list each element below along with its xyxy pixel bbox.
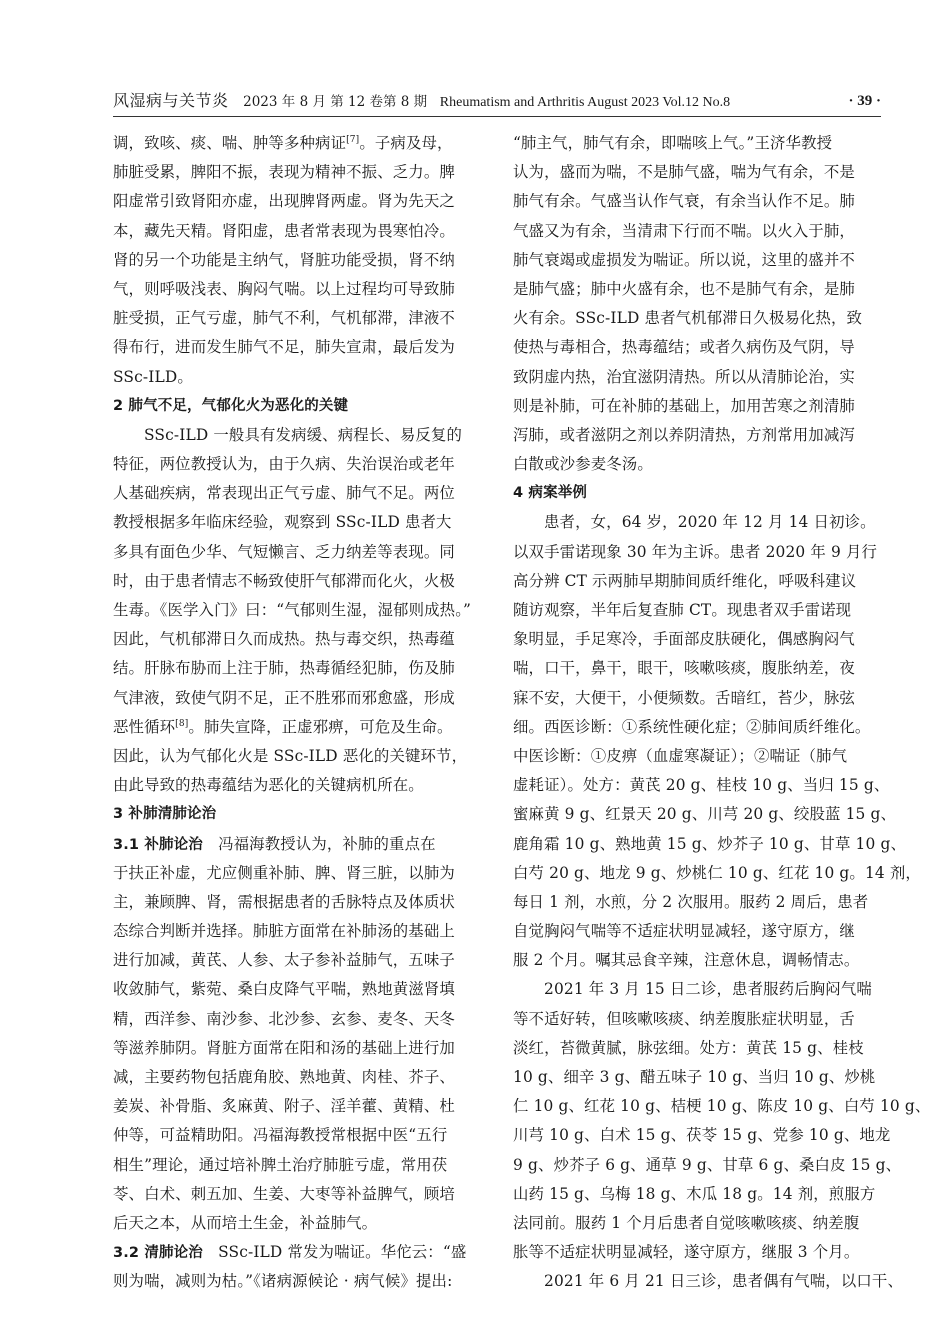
text-line: 气津液，致使气阴不足，正不胜邪而邪愈盛，形成 — [113, 688, 455, 707]
text-line: 态综合判断并选择。肺脏方面常在补肺汤的基础上 — [113, 922, 455, 941]
text-line: 致阴虚内热，治宜滋阴清热。所以从清肺论治，实 — [513, 367, 855, 386]
text-line: 淡红，苔微黄腻，脉弦细。处方：黄芪 15 g、桂枝 — [513, 1038, 864, 1057]
journal-title: 风湿病与关节炎 — [113, 91, 229, 110]
section-heading-3: 3 补肺清肺论治 — [113, 806, 217, 823]
text-line: 气盛又为有余，当清肃下行而不喘。以火入于肺， — [513, 221, 855, 240]
text-line: 姜炭、补骨脂、炙麻黄、附子、淫羊藿、黄精、杜 — [113, 1097, 455, 1116]
text-line: 仁 10 g、红花 10 g、桔梗 10 g、陈皮 10 g、白芍 10 g、 — [513, 1097, 931, 1116]
subsection-heading-3-1: 3.1 补肺论治 — [113, 836, 203, 853]
text-line: 9 g、炒芥子 6 g、通草 9 g、甘草 6 g、桑白皮 15 g、 — [513, 1155, 902, 1174]
text-line: 2021 年 6 月 21 日三诊，患者偶有气喘，以口干、 — [544, 1272, 903, 1291]
text-line: “肺主气，肺气有余，即喘咳上气。”王济华教授 — [513, 134, 833, 152]
citation-ref[interactable]: [8] — [175, 718, 189, 729]
text-line: 虚耗证）。处方：黄芪 20 g、桂枝 10 g、当归 15 g、 — [513, 776, 890, 795]
text-line: 蜜麻黄 9 g、红景天 20 g、川芎 20 g、绞股蓝 15 g、 — [513, 805, 897, 824]
text-line: 仲等，可益精助阳。冯福海教授常根据中医“五行 — [113, 1126, 448, 1145]
text-line: 高分辨 CT 示两肺早期肺间质纤维化，呼吸科建议 — [513, 571, 857, 590]
text-line: 相生”理论，通过培补脾土治疗肺脏亏虚，常用茯 — [113, 1155, 448, 1174]
text-line: 象明显，手足寒冷，手面部皮肤硬化，偶感胸闷气 — [513, 630, 855, 649]
text-line: 白芍 20 g、地龙 9 g、炒桃仁 10 g、红花 10 g。14 剂， — [513, 863, 921, 882]
text-line: 则为喘，减则为枯。”《诸病源候论 · 病气候》提出: — [113, 1272, 453, 1291]
left-column — [113, 129, 481, 1297]
journal-english-info: Rheumatism and Arthritis August 2023 Vol.12 No.8 — [439, 95, 731, 110]
text-line: 时，由于患者情志不畅致使肝气郁滞而化火，火极 — [113, 571, 455, 590]
text-line: 认为，盛而为喘，不是肺气盛，喘为气有余，不是 — [513, 163, 855, 182]
text-line: 川芎 10 g、白术 15 g、茯苓 15 g、党参 10 g、地龙 — [513, 1126, 891, 1145]
text-line: 白散或沙参麦冬汤。 — [513, 455, 653, 474]
text-line: 肺脏受累，脾阳不振，表现为精神不振、乏力。脾 — [113, 163, 455, 182]
section-heading-2: 2 肺气不足，气郁化火为恶化的关键 — [113, 397, 349, 414]
text-line: 收敛肺气，紫菀、桑白皮降气平喘，熟地黄滋肾填 — [113, 980, 455, 999]
text-line: SSc-ILD 一般具有发病缓、病程长、易反复的 — [144, 425, 463, 444]
text-line: 2021 年 3 月 15 日二诊，患者服药后胸闷气喘 — [544, 980, 872, 999]
text-line: 肾的另一个功能是主纳气，肾脏功能受损，肾不纳 — [113, 250, 455, 269]
text-line: 本，藏先天精。肾阳虚，患者常表现为畏寒怕冷。 — [113, 221, 455, 240]
text-line: 胀等不适症状明显减轻，遂守原方，继服 3 个月。 — [513, 1243, 860, 1262]
text-line: 服 2 个月。嘱其忌食辛辣，注意休息，调畅情志。 — [513, 951, 860, 970]
text-line: 恶性循环[8]。肺失宣降，正虚邪痹，可危及生命。 — [113, 717, 453, 736]
text-line: 后天之本，从而培土生金，补益肺气。 — [113, 1213, 378, 1232]
text-line: 阳虚常引致肾阳亦虚，出现脾肾两虚。肾为先天之 — [113, 192, 455, 211]
text-line: 得布行，进而发生肺气不足，肺失宣肃，最后发为 — [113, 338, 455, 357]
issue-info: 2023 年 8 月 第 12 卷第 8 期 — [243, 94, 428, 110]
text-line: 泻肺，或者滋阴之剂以养阴清热，方剂常用加减泻 — [513, 425, 855, 444]
right-column — [513, 129, 931, 1297]
text-line: 因此，气机郁滞日久而成热。热与毒交织，热毒蕴 — [113, 630, 455, 649]
text-line: 10 g、细辛 3 g、醋五味子 10 g、当归 10 g、炒桃 — [513, 1068, 876, 1086]
text-line: 寐不安，大便干，小便频数。舌暗红，苔少，脉弦 — [513, 688, 855, 707]
text-line: 脏受损，正气亏虚，肺气不利，气机郁滞，津液不 — [113, 309, 455, 328]
text-line: 以双手雷诺现象 30 年为主诉。患者 2020 年 9 月行 — [513, 542, 878, 561]
text-line: 火有余。SSc-ILD 患者气机郁滞日久极易化热，致 — [513, 309, 863, 328]
text-line: 患者，女，64 岁，2020 年 12 月 14 日初诊。 — [544, 513, 876, 532]
text-line: 3.1 补肺论治 冯福海教授认为，补肺的重点在 — [113, 834, 436, 853]
text-line: 主，兼顾脾、肾，需根据患者的舌脉特点及体质状 — [113, 892, 455, 911]
subsection-heading-3-2: 3.2 清肺论治 — [113, 1245, 203, 1262]
text-line: 特征，两位教授认为，由于久病、失治误治或老年 — [113, 455, 455, 474]
text-line: 生毒。《医学入门》曰：“气郁则生湿，湿郁则成热。” — [113, 601, 472, 619]
text-line: 教授根据多年临床经验，观察到 SSc-ILD 患者大 — [113, 513, 452, 532]
text-line: 随访观察，半年后复查肺 CT。现患者双手雷诺现 — [513, 601, 852, 619]
text-line: 等不适好转，但咳嗽咳痰、纳差腹胀症状明显，舌 — [513, 1009, 855, 1028]
text-line: 由此导致的热毒蕴结为恶化的关键病机所在。 — [113, 776, 424, 795]
text-line: 气，则呼吸浅表、胸闷气喘。以上过程均可导致肺 — [113, 279, 455, 298]
text-line: 苓、白术、刺五加、生姜、大枣等补益脾气，顾培 — [113, 1184, 455, 1203]
text-line: 因此，认为气郁化火是 SSc-ILD 恶化的关键环节， — [113, 746, 468, 765]
text-line: 细。西医诊断：①系统性硬化症；②肺间质纤维化。 — [513, 717, 871, 736]
text-line: 减，主要药物包括鹿角胶、熟地黄、肉桂、芥子、 — [113, 1068, 455, 1086]
text-line: 法同前。服药 1 个月后患者自觉咳嗽咳痰、纳差腹 — [513, 1213, 860, 1232]
text-line: 精，西洋参、南沙参、北沙参、玄参、麦冬、天冬 — [113, 1009, 455, 1028]
header-rule — [113, 116, 881, 117]
text-line: 使热与毒相合，热毒蕴结；或者久病伤及气阴，导 — [513, 338, 855, 357]
text-line: 于扶正补虚，尤应侧重补肺、脾、肾三脏，以肺为 — [113, 863, 455, 882]
text-line: 肺气衰竭或虚损发为喘证。所以说，这里的盛并不 — [513, 250, 855, 269]
text-line: 多具有面色少华、气短懒言、乏力纳差等表现。同 — [113, 542, 455, 561]
text-line: 等滋养肺阴。肾脏方面常在阳和汤的基础上进行加 — [113, 1038, 455, 1057]
citation-ref[interactable]: [7] — [346, 135, 360, 145]
text-line: 是肺气盛；肺中火盛有余，也不是肺气有余，是肺 — [513, 279, 855, 298]
section-heading-4: 4 病案举例 — [513, 485, 588, 502]
text-line: 鹿角霜 10 g、熟地黄 15 g、炒芥子 10 g、甘草 10 g、 — [513, 834, 906, 853]
text-line: 每日 1 剂，水煎，分 2 次服用。服药 2 周后，患者 — [513, 892, 869, 911]
text-line: 人基础疾病，常表现出正气亏虚、肺气不足。两位 — [113, 484, 455, 503]
text-line: 山药 15 g、乌梅 18 g、木瓜 18 g。14 剂，煎服方 — [513, 1184, 876, 1203]
text-line: 结。肝脉布胁而上注于肺，热毒循经犯肺，伤及肺 — [113, 659, 455, 678]
page-number: · 39 · — [848, 93, 881, 109]
text-line: 进行加减，黄芪、人参、太子参补益肺气，五味子 — [113, 951, 455, 970]
text-line: 中医诊断：①皮痹（血虚寒凝证）；②喘证（肺气 — [513, 746, 848, 765]
text-line: 自觉胸闷气喘等不适症状明显减轻，遂守原方，继 — [513, 922, 855, 941]
text-line: 喘，口干，鼻干，眼干，咳嗽咳痰，腹胀纳差，夜 — [513, 659, 855, 678]
text-line: 肺气有余。气盛当认作气衰，有余当认作不足。肺 — [513, 192, 855, 211]
text-line: 3.2 清肺论治 SSc-ILD 常发为喘证。华佗云：“盛 — [113, 1243, 467, 1262]
text-line: 调，致咳、痰、喘、肿等多种病证[7]。子病及母， — [113, 134, 453, 152]
text-line: 则是补肺，可在补肺的基础上，加用苦寒之剂清肺 — [513, 396, 855, 415]
text-line: SSc-ILD。 — [113, 367, 193, 386]
running-header — [113, 90, 881, 112]
